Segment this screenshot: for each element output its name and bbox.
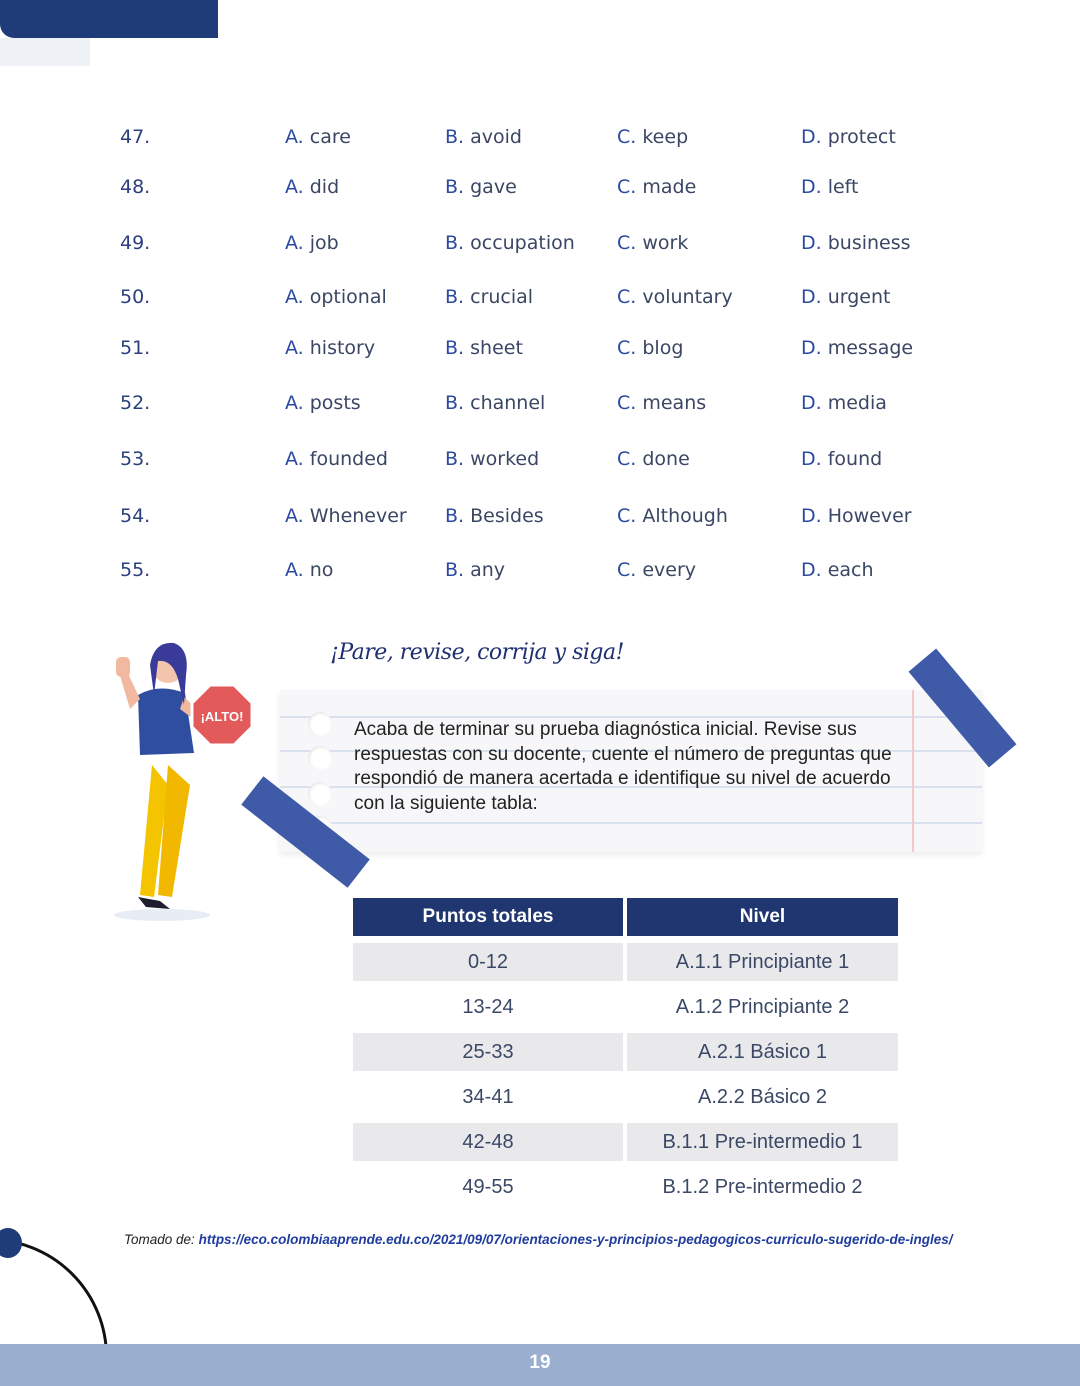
option-text: history (309, 337, 376, 359)
level-cell: A.2.2 Básico 2 (698, 1085, 827, 1108)
option-text: keep (642, 126, 689, 148)
stop-sign-text: ¡ALTO! (200, 709, 244, 724)
table-row (353, 1123, 898, 1168)
table-row (353, 943, 898, 988)
page-number: 19 (529, 1352, 551, 1373)
option-letter: A. (285, 176, 304, 198)
option-letter: D. (801, 232, 822, 254)
option-letter: A. (285, 337, 304, 359)
option-a (285, 232, 339, 254)
points-cell: 49-55 (462, 1175, 514, 1198)
level-cell: A.2.1 Básico 1 (627, 1033, 898, 1071)
option-letter: B. (445, 126, 465, 148)
question-row (0, 168, 1080, 208)
option-text: no (309, 559, 334, 581)
option-c (617, 505, 728, 527)
source-citation (124, 1232, 953, 1247)
source-label: Tomado de: (124, 1232, 195, 1247)
option-letter: B. (445, 286, 465, 308)
table-row (353, 1033, 898, 1078)
option-b (445, 126, 522, 148)
option-letter: C. (617, 392, 637, 414)
option-text: did (309, 176, 340, 198)
question-number: 47. (120, 126, 151, 148)
header-band (0, 0, 218, 38)
option-letter: B. (445, 176, 465, 198)
option-letter: D. (801, 286, 822, 308)
option-letter: C. (617, 505, 637, 527)
points-cell: 0-12 (353, 943, 623, 981)
question-number: 49. (120, 232, 151, 254)
option-b (445, 505, 544, 527)
header-level: Nivel (627, 898, 898, 936)
option-letter: B. (445, 232, 465, 254)
option-b (445, 286, 533, 308)
table-header-row (353, 898, 898, 943)
option-text: crucial (470, 286, 534, 308)
option-text: done (642, 448, 690, 470)
question-number: 55. (120, 559, 151, 581)
option-text: message (827, 337, 914, 359)
option-text: voluntary (642, 286, 733, 308)
question-number: 50. (120, 286, 151, 308)
option-text: avoid (470, 126, 522, 148)
option-text: urgent (827, 286, 891, 308)
option-a (285, 126, 351, 148)
question-row (0, 440, 1080, 480)
question-row (0, 118, 1080, 158)
option-text: work (642, 232, 689, 254)
option-text: found (827, 448, 883, 470)
question-number: 51. (120, 337, 151, 359)
option-d (801, 505, 912, 527)
option-a (285, 559, 333, 581)
option-d (801, 448, 882, 470)
option-text: job (309, 232, 339, 254)
question-number: 54. (120, 505, 151, 527)
level-cell: B.1.2 Pre-intermedio 2 (662, 1175, 863, 1198)
option-text: Whenever (309, 505, 407, 527)
option-text: Although (642, 505, 728, 527)
option-text: optional (309, 286, 387, 308)
option-letter: B. (445, 392, 465, 414)
option-d (801, 337, 913, 359)
option-letter: D. (801, 392, 822, 414)
level-cell: B.1.1 Pre-intermedio 1 (627, 1123, 898, 1161)
option-a (285, 392, 361, 414)
option-a (285, 337, 375, 359)
levels-table (353, 898, 898, 1213)
option-text: care (309, 126, 351, 148)
question-number: 53. (120, 448, 151, 470)
option-text: posts (309, 392, 361, 414)
option-text: business (827, 232, 911, 254)
option-c (617, 337, 683, 359)
option-letter: D. (801, 176, 822, 198)
option-text: channel (470, 392, 546, 414)
option-c (617, 559, 696, 581)
option-text: every (642, 559, 697, 581)
option-text: sheet (470, 337, 523, 359)
option-letter: A. (285, 126, 304, 148)
option-letter: C. (617, 337, 637, 359)
option-d (801, 392, 887, 414)
option-letter: A. (285, 559, 304, 581)
question-row (0, 384, 1080, 424)
option-a (285, 448, 388, 470)
option-c (617, 392, 706, 414)
table-row (353, 988, 898, 1033)
header-points: Puntos totales (353, 898, 623, 936)
option-b (445, 176, 517, 198)
instruction-text: Acaba de terminar su prueba diagnóstica inicial. Revise sus respuestas con su docente, cuente el número de preguntas que respondió de manera acertada e identifique su nivel de acuerdo con la siguiente tabla: (354, 719, 892, 814)
option-a (285, 505, 407, 527)
points-cell: 42-48 (353, 1123, 623, 1161)
option-d (801, 286, 890, 308)
option-text: founded (309, 448, 388, 470)
option-text: occupation (470, 232, 575, 254)
option-d (801, 559, 874, 581)
woman-with-stop-sign-illustration (110, 635, 270, 925)
option-b (445, 448, 539, 470)
option-c (617, 126, 688, 148)
question-row (0, 497, 1080, 537)
question-row (0, 224, 1080, 264)
option-text: means (642, 392, 707, 414)
option-c (617, 286, 733, 308)
option-letter: D. (801, 505, 822, 527)
question-row (0, 329, 1080, 369)
option-c (617, 176, 696, 198)
option-d (801, 126, 896, 148)
header-band-shadow (0, 38, 90, 66)
option-letter: D. (801, 448, 822, 470)
option-letter: C. (617, 559, 637, 581)
option-text: left (827, 176, 859, 198)
points-cell: 25-33 (353, 1033, 623, 1071)
option-text: Besides (470, 505, 544, 527)
option-letter: A. (285, 392, 304, 414)
option-letter: D. (801, 337, 822, 359)
option-letter: B. (445, 337, 465, 359)
option-letter: C. (617, 232, 637, 254)
question-row (0, 278, 1080, 318)
option-letter: D. (801, 126, 822, 148)
question-number: 52. (120, 392, 151, 414)
option-letter: A. (285, 505, 304, 527)
table-row (353, 1168, 898, 1213)
margin-line (912, 690, 914, 852)
option-text: any (470, 559, 506, 581)
binder-hole (308, 712, 332, 736)
option-b (445, 337, 523, 359)
option-letter: C. (617, 176, 637, 198)
points-cell: 34-41 (462, 1085, 514, 1108)
option-b (445, 392, 545, 414)
option-letter: B. (445, 559, 465, 581)
option-b (445, 559, 505, 581)
option-text: made (642, 176, 697, 198)
table-row (353, 1078, 898, 1123)
level-cell: A.1.2 Principiante 2 (675, 995, 850, 1018)
option-text: However (827, 505, 912, 527)
option-letter: C. (617, 448, 637, 470)
option-text: gave (470, 176, 517, 198)
stop-section-title: ¡Pare, revise, corrija y siga! (330, 640, 624, 665)
question-row (0, 551, 1080, 591)
option-text: worked (470, 448, 540, 470)
option-d (801, 176, 859, 198)
option-text: protect (827, 126, 896, 148)
option-letter: B. (445, 448, 465, 470)
option-d (801, 232, 911, 254)
option-letter: B. (445, 505, 465, 527)
option-letter: C. (617, 126, 637, 148)
option-letter: C. (617, 286, 637, 308)
option-c (617, 232, 688, 254)
ruled-line (280, 822, 982, 824)
option-letter: A. (285, 286, 304, 308)
option-a (285, 176, 339, 198)
option-text: media (827, 392, 887, 414)
option-letter: D. (801, 559, 822, 581)
option-b (445, 232, 575, 254)
notebook-paper-box (280, 690, 982, 852)
option-a (285, 286, 387, 308)
option-text: blog (642, 337, 684, 359)
option-letter: A. (285, 448, 304, 470)
level-cell: A.1.1 Principiante 1 (627, 943, 898, 981)
option-text: each (827, 559, 874, 581)
binder-hole (308, 782, 332, 806)
binder-hole (308, 746, 332, 770)
source-link[interactable]: https://eco.colombiaaprende.edu.co/2021/09/07/orientaciones-y-principios-pedagogicos-curriculo-sugerido-de-ingles/ (198, 1232, 953, 1247)
option-c (617, 448, 690, 470)
question-number: 48. (120, 176, 151, 198)
option-letter: A. (285, 232, 304, 254)
points-cell: 13-24 (462, 995, 514, 1018)
